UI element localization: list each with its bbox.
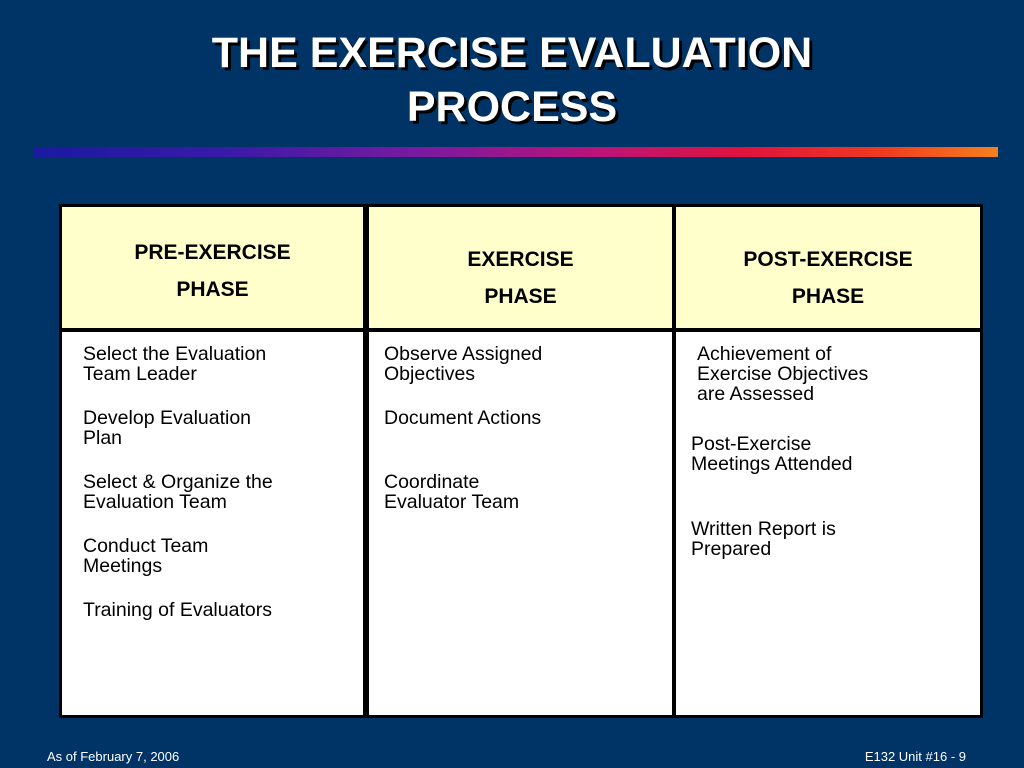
column-header-exercise bbox=[369, 207, 672, 328]
column-body-post-exercise bbox=[676, 332, 980, 715]
list-item: Conduct Team Meetings bbox=[83, 535, 209, 577]
list-item: Achievement of Exercise Objectives are Assessed bbox=[697, 343, 869, 405]
slide-title-line-1: THE EXERCISE EVALUATION bbox=[211, 29, 813, 77]
footer-date: As of February 7, 2006 bbox=[47, 749, 180, 764]
slide-title-line-2: PROCESS bbox=[406, 83, 618, 131]
header-line-2: PHASE bbox=[484, 285, 557, 308]
evaluation-process-table bbox=[59, 204, 983, 718]
list-item: Coordinate Evaluator Team bbox=[384, 471, 520, 513]
header-line-1: EXERCISE bbox=[467, 248, 574, 271]
column-body-exercise bbox=[369, 332, 672, 715]
list-item: Select & Organize the Evaluation Team bbox=[83, 471, 273, 513]
header-line-1: POST-EXERCISE bbox=[743, 248, 913, 271]
column-header-pre-exercise bbox=[62, 207, 363, 328]
footer-page-number: E132 Unit #16 - 9 bbox=[864, 749, 966, 764]
list-item: Select the Evaluation Team Leader bbox=[83, 343, 267, 385]
column-header-post-exercise bbox=[676, 207, 980, 328]
list-item: Post-Exercise Meetings Attended bbox=[691, 433, 853, 475]
header-line-1: PRE-EXERCISE bbox=[134, 241, 291, 264]
list-item: Training of Evaluators bbox=[83, 599, 272, 621]
list-item: Written Report is Prepared bbox=[691, 518, 836, 560]
slide-title bbox=[0, 26, 1024, 134]
column-post-exercise bbox=[676, 207, 980, 715]
header-line-2: PHASE bbox=[176, 278, 249, 301]
title-divider-bar bbox=[33, 147, 998, 157]
column-pre-exercise bbox=[62, 207, 363, 715]
column-body-pre-exercise bbox=[62, 332, 363, 715]
header-line-2: PHASE bbox=[791, 285, 865, 308]
column-exercise bbox=[369, 207, 672, 715]
list-item: Develop Evaluation Plan bbox=[83, 407, 252, 449]
list-item: Document Actions bbox=[384, 407, 542, 429]
list-item: Observe Assigned Objectives bbox=[384, 343, 543, 385]
